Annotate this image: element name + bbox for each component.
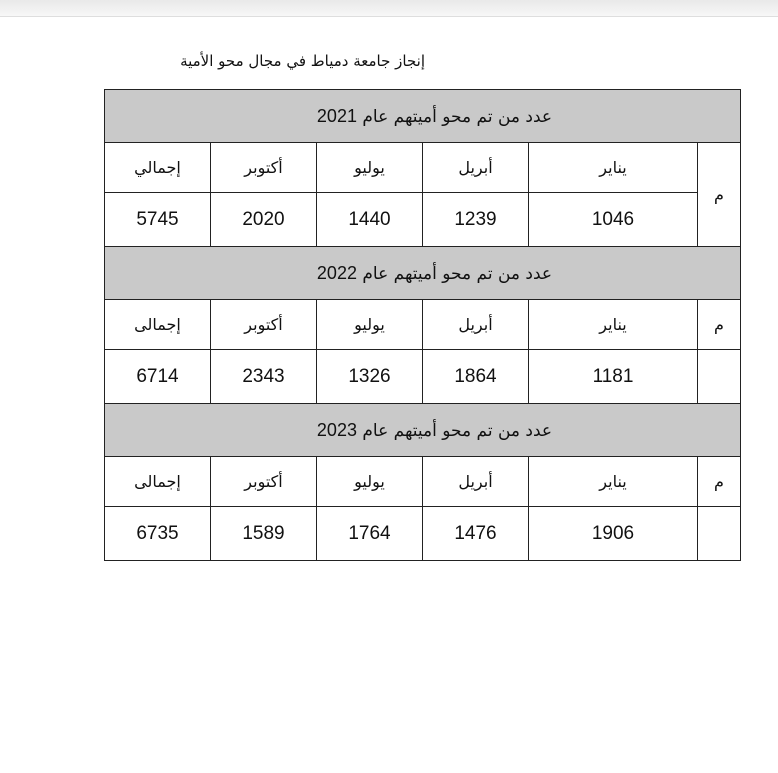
index-cell-empty: [698, 350, 741, 404]
value-cell: 2343: [211, 350, 317, 404]
section-heading-text: عدد من تم محو أميتهم عام: [362, 106, 553, 127]
value-cell: 1046: [529, 193, 698, 247]
section-header-2022: [105, 247, 741, 300]
value-cell: 1326: [317, 350, 423, 404]
document-title: إنجاز جامعة دمياط في مجال محو الأمية: [180, 52, 425, 70]
month-label: يوليو: [317, 143, 423, 193]
index-cell-empty: [698, 507, 741, 561]
month-labels-row: [105, 457, 741, 507]
section-year: 2022: [316, 262, 357, 283]
month-label: يناير: [529, 300, 698, 350]
section-heading-text: عدد من تم محو أميتهم عام: [362, 263, 553, 284]
section-heading: [105, 90, 741, 143]
month-label: يناير: [529, 457, 698, 507]
month-label: أبريل: [423, 143, 529, 193]
values-row: [105, 507, 741, 561]
value-cell: 1589: [211, 507, 317, 561]
total-value-cell: 6735: [105, 507, 211, 561]
month-label: أكتوبر: [211, 143, 317, 193]
value-cell: 1864: [423, 350, 529, 404]
index-cell: م: [698, 143, 741, 247]
total-value-cell: 5745: [105, 193, 211, 247]
month-label: أكتوبر: [211, 300, 317, 350]
values-row: [105, 193, 741, 247]
section-header-2023: [105, 404, 741, 457]
total-label: إجمالى: [105, 457, 211, 507]
value-cell: 1764: [317, 507, 423, 561]
section-year: 2023: [316, 419, 357, 440]
section-heading: [105, 404, 741, 457]
index-cell: م: [698, 457, 741, 507]
values-row: [105, 350, 741, 404]
total-label: إجمالي: [105, 143, 211, 193]
month-label: أبريل: [423, 457, 529, 507]
month-label: يوليو: [317, 457, 423, 507]
top-shadow-bar: [0, 0, 778, 17]
section-heading-text: عدد من تم محو أميتهم عام: [362, 420, 553, 441]
value-cell: 1181: [529, 350, 698, 404]
total-value-cell: 6714: [105, 350, 211, 404]
month-label: أكتوبر: [211, 457, 317, 507]
section-heading: [105, 247, 741, 300]
section-year: 2021: [316, 105, 357, 126]
total-label: إجمالى: [105, 300, 211, 350]
month-labels-row: [105, 300, 741, 350]
literacy-table: [104, 89, 741, 561]
index-cell: م: [698, 300, 741, 350]
value-cell: 1440: [317, 193, 423, 247]
value-cell: 2020: [211, 193, 317, 247]
month-label: أبريل: [423, 300, 529, 350]
month-labels-row: [105, 143, 741, 193]
month-label: يناير: [529, 143, 698, 193]
value-cell: 1906: [529, 507, 698, 561]
section-header-2021: [105, 90, 741, 143]
month-label: يوليو: [317, 300, 423, 350]
value-cell: 1476: [423, 507, 529, 561]
value-cell: 1239: [423, 193, 529, 247]
